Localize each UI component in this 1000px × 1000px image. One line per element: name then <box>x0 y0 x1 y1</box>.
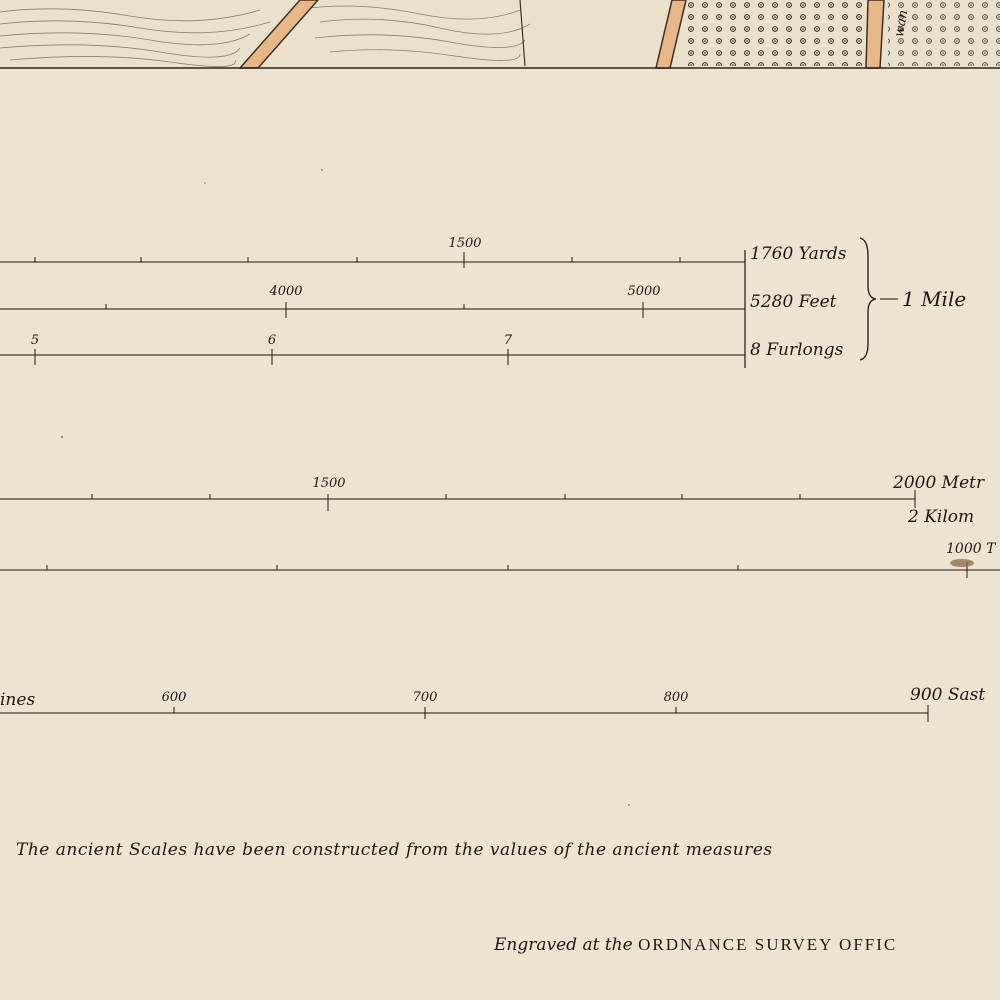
kilometres-label: 2 Kilom <box>908 507 975 527</box>
feet-unit-label: 5280 Feet <box>750 292 837 312</box>
furlongs-scale <box>0 349 745 365</box>
ancient-tick-600: 600 <box>161 690 187 705</box>
map-fragment-label: wan <box>891 8 912 39</box>
furlongs-tick-7: 7 <box>503 333 513 348</box>
engraved-prefix: Engraved at the <box>494 935 633 955</box>
engraved-credit <box>494 935 897 955</box>
ink-stain <box>950 559 974 567</box>
furlongs-tick-5: 5 <box>30 333 40 348</box>
feet-tick-5000: 5000 <box>627 284 661 299</box>
ancient-tick-700: 700 <box>412 690 438 705</box>
ancient-scale <box>0 705 928 722</box>
engraved-office: ORDNANCE SURVEY OFFIC <box>638 935 898 954</box>
ancient-unit-label: 900 Sast <box>910 685 986 705</box>
metres-tick-1500: 1500 <box>312 476 346 491</box>
lower-metric-scale <box>0 559 1000 578</box>
yards-scale <box>0 252 745 268</box>
mile-label: 1 Mile <box>902 287 967 311</box>
furlongs-unit-label: 8 Furlongs <box>750 340 844 360</box>
yards-tick-1500: 1500 <box>448 236 482 251</box>
yards-unit-label: 1760 Yards <box>750 244 847 264</box>
scales-note: The ancient Scales have been constructed from the values of the ancient measures <box>16 840 773 860</box>
metres-scale <box>0 490 915 511</box>
feet-tick-4000: 4000 <box>269 284 303 299</box>
mile-brace <box>860 238 876 360</box>
ancient-tick-800: 800 <box>663 690 689 705</box>
lower-unit-label: 1000 T <box>946 541 996 557</box>
ancient-left-fragment: ines <box>0 690 36 710</box>
metres-unit-label: 2000 Metr <box>893 473 985 493</box>
map-fragment <box>0 0 1000 68</box>
furlongs-tick-6: 6 <box>267 333 277 348</box>
feet-scale <box>0 302 745 318</box>
